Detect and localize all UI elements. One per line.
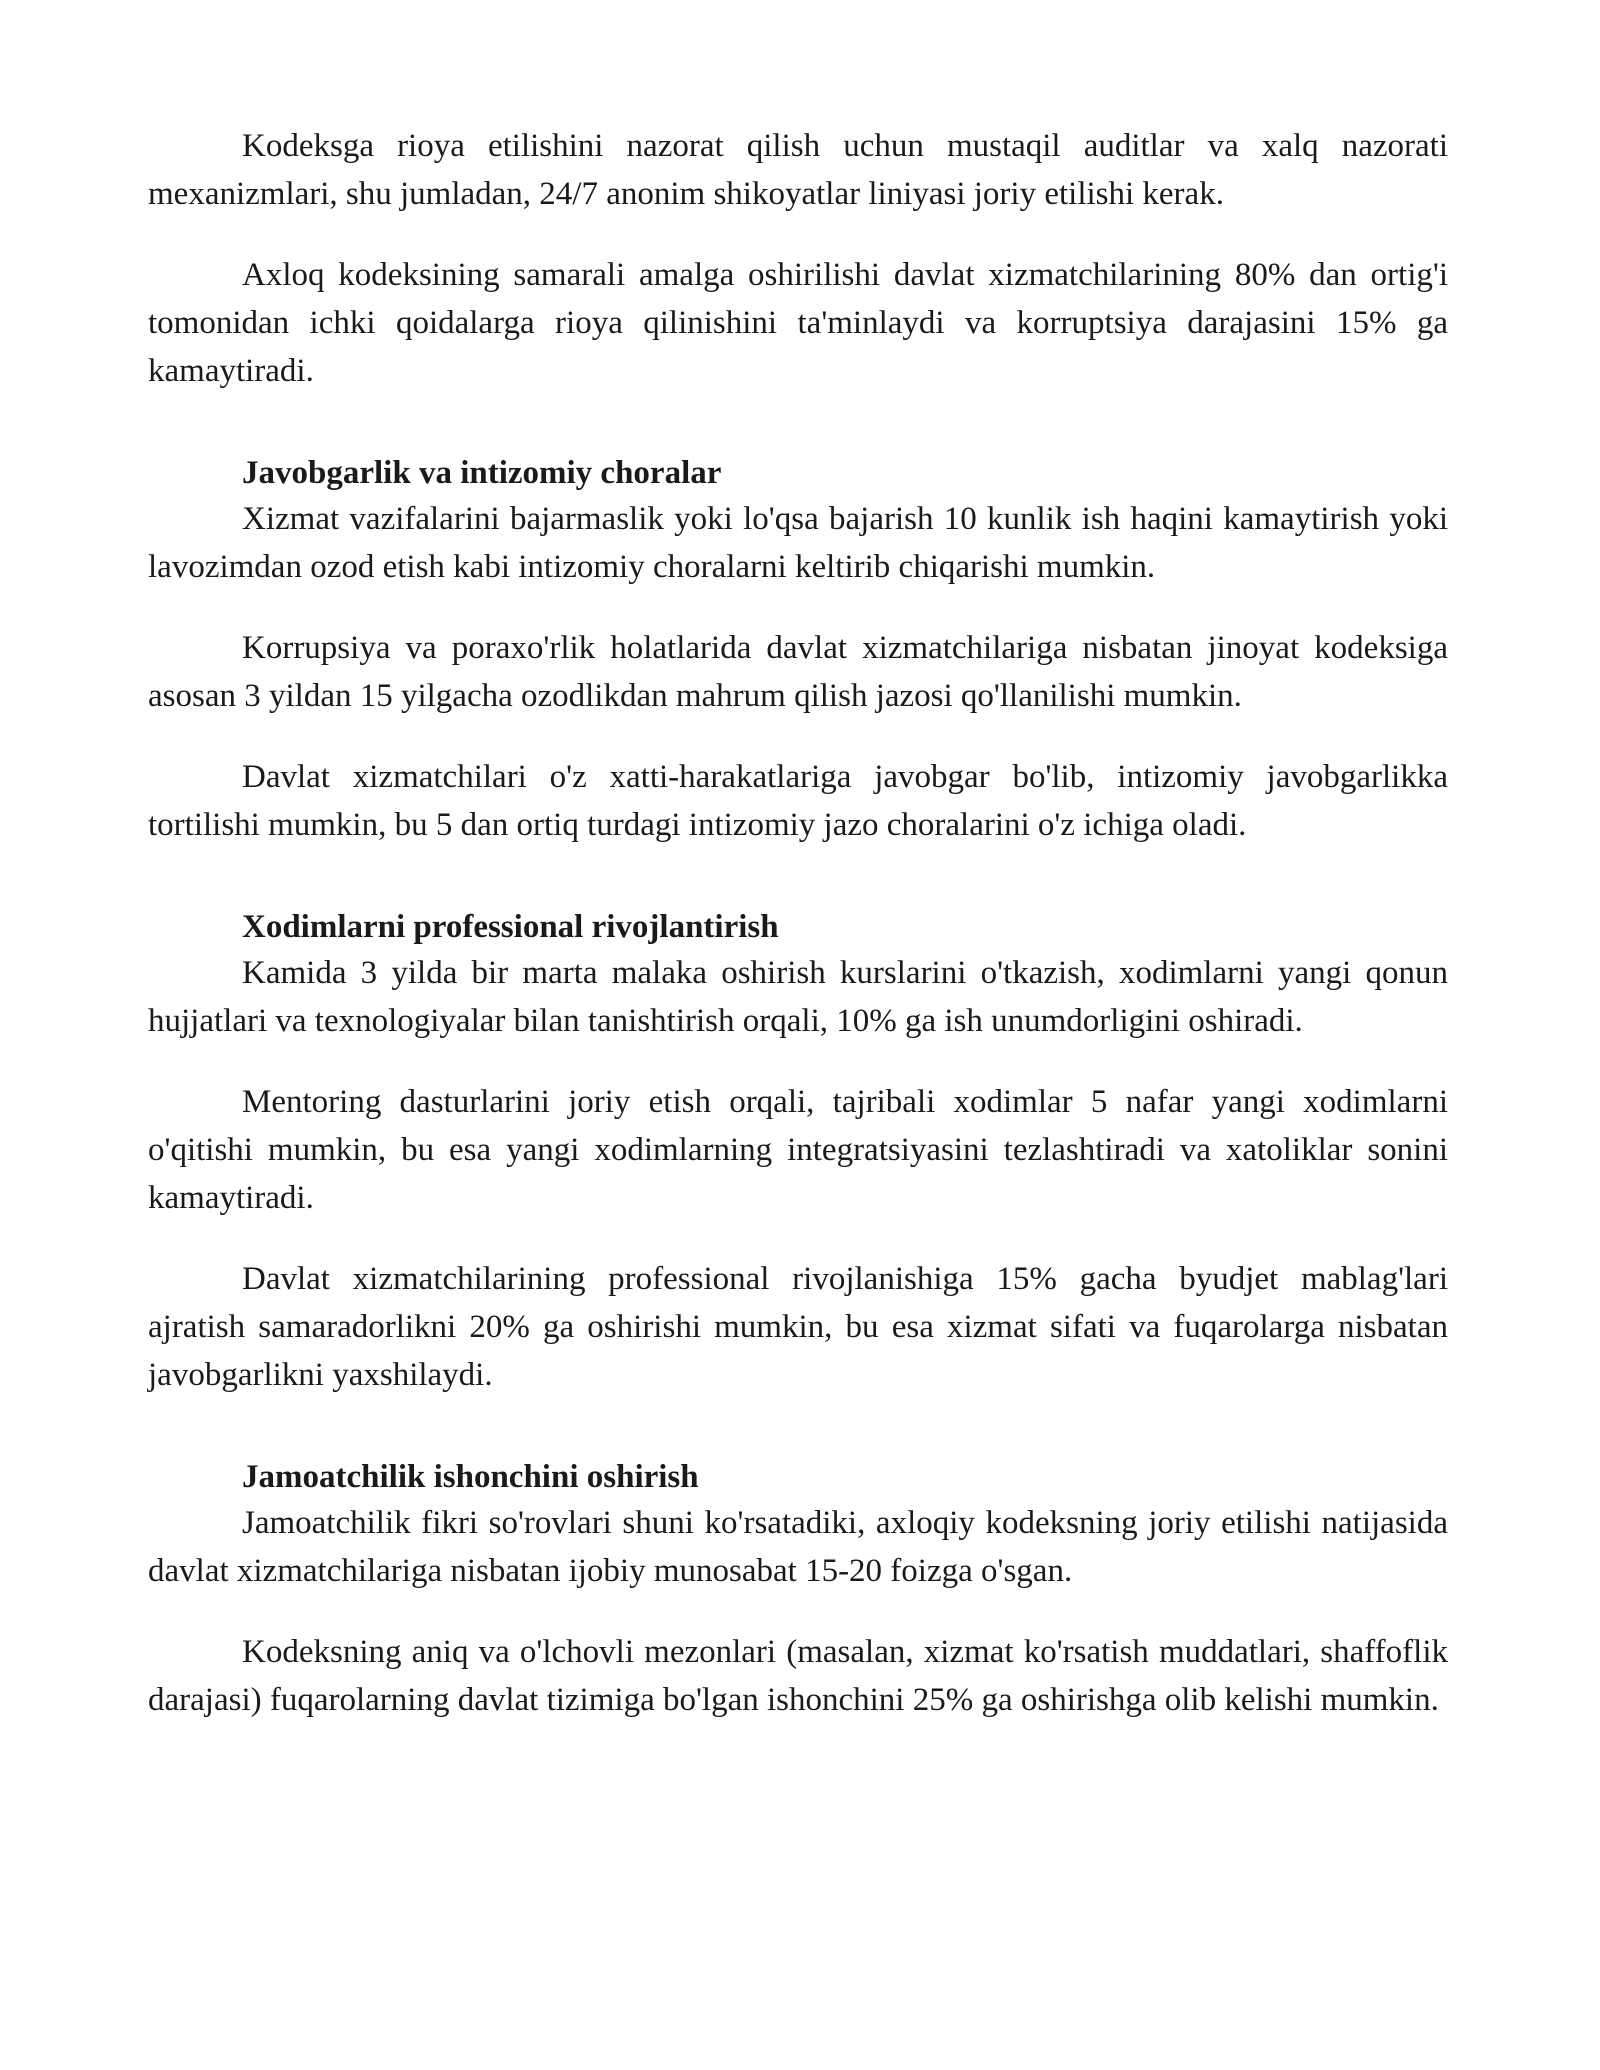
paragraph-mentoring: Mentoring dasturlarini joriy etish orqali, tajribali xodimlar 5 nafar yangi xodimlarni o'qitishi mumkin, bu esa yangi xodimlarning integratsiyasini tezlashtiradi va xatoliklar sonini kamaytiradi. — [148, 1084, 1448, 1216]
paragraph-public-opinion: Jamoatchilik fikri so'rovlari shuni ko'rsatadiki, axloqiy kodeksning joriy etilishi natijasida davlat xizmatchilariga nisbatan ijobiy munosabat 15-20 foizga o'sgan. — [148, 1505, 1448, 1589]
paragraph-monitoring: Kodeksga rioya etilishini nazorat qilish uchun mustaqil auditlar va xalq nazorati mexanizmlari, shu jumladan, 24/7 anonim shikoyatlar liniyasi joriy etilishi kerak. — [148, 128, 1448, 212]
paragraph-budget-allocation: Davlat xizmatchilarining professional rivojlanishiga 15% gacha byudjet mablag'lari ajratish samaradorlikni 20% ga oshirishi mumkin, bu esa xizmat sifati va fuqarolarga nisbatan javobgarlikni yaxshilaydi. — [148, 1261, 1448, 1393]
paragraph-disciplinary-measures: Xizmat vazifalarini bajarmaslik yoki lo'qsa bajarish 10 kunlik ish haqini kamaytirish yoki lavozimdan ozod etish kabi intizomiy choralarni keltirib chiqarishi mumkin. — [148, 501, 1448, 585]
section-heading-public-trust: Jamoatchilik ishonchini oshirish — [242, 1459, 699, 1495]
paragraph-measurable-criteria: Kodeksning aniq va o'lchovli mezonlari (masalan, xizmat ko'rsatish muddatlari, shaffoflik darajasi) fuqarolarning davlat tizimiga bo'lgan ishonchini 25% ga oshirishga olib kelishi mumkin. — [148, 1634, 1448, 1718]
paragraph-training-courses: Kamida 3 yilda bir marta malaka oshirish kurslarini o'tkazish, xodimlarni yangi qonun hujjatlari va texnologiyalar bilan tanishtirish orqali, 10% ga ish unumdorligini oshiradi. — [148, 955, 1448, 1039]
paragraph-ethics-code-impact: Axloq kodeksining samarali amalga oshirilishi davlat xizmatchilarining 80% dan ortig'i tomonidan ichki qoidalarga rioya qilinishini ta'minlaydi va korruptsiya darajasini 15% ga kamaytiradi. — [148, 257, 1448, 389]
paragraph-disciplinary-liability: Davlat xizmatchilari o'z xatti-harakatlariga javobgar bo'lib, intizomiy javobgarlikka tortilishi mumkin, bu 5 dan ortiq turdagi intizomiy jazo choralarini o'z ichiga oladi. — [148, 759, 1448, 843]
section-heading-accountability: Javobgarlik va intizomiy choralar — [242, 455, 722, 491]
section-heading-professional-development: Xodimlarni professional rivojlantirish — [242, 909, 779, 945]
document-page — [148, 122, 1448, 1757]
paragraph-corruption-penalty: Korrupsiya va poraxo'rlik holatlarida davlat xizmatchilariga nisbatan jinoyat kodeksiga asosan 3 yildan 15 yilgacha ozodlikdan mahrum qilish jazosi qo'llanilishi mumkin. — [148, 630, 1448, 714]
